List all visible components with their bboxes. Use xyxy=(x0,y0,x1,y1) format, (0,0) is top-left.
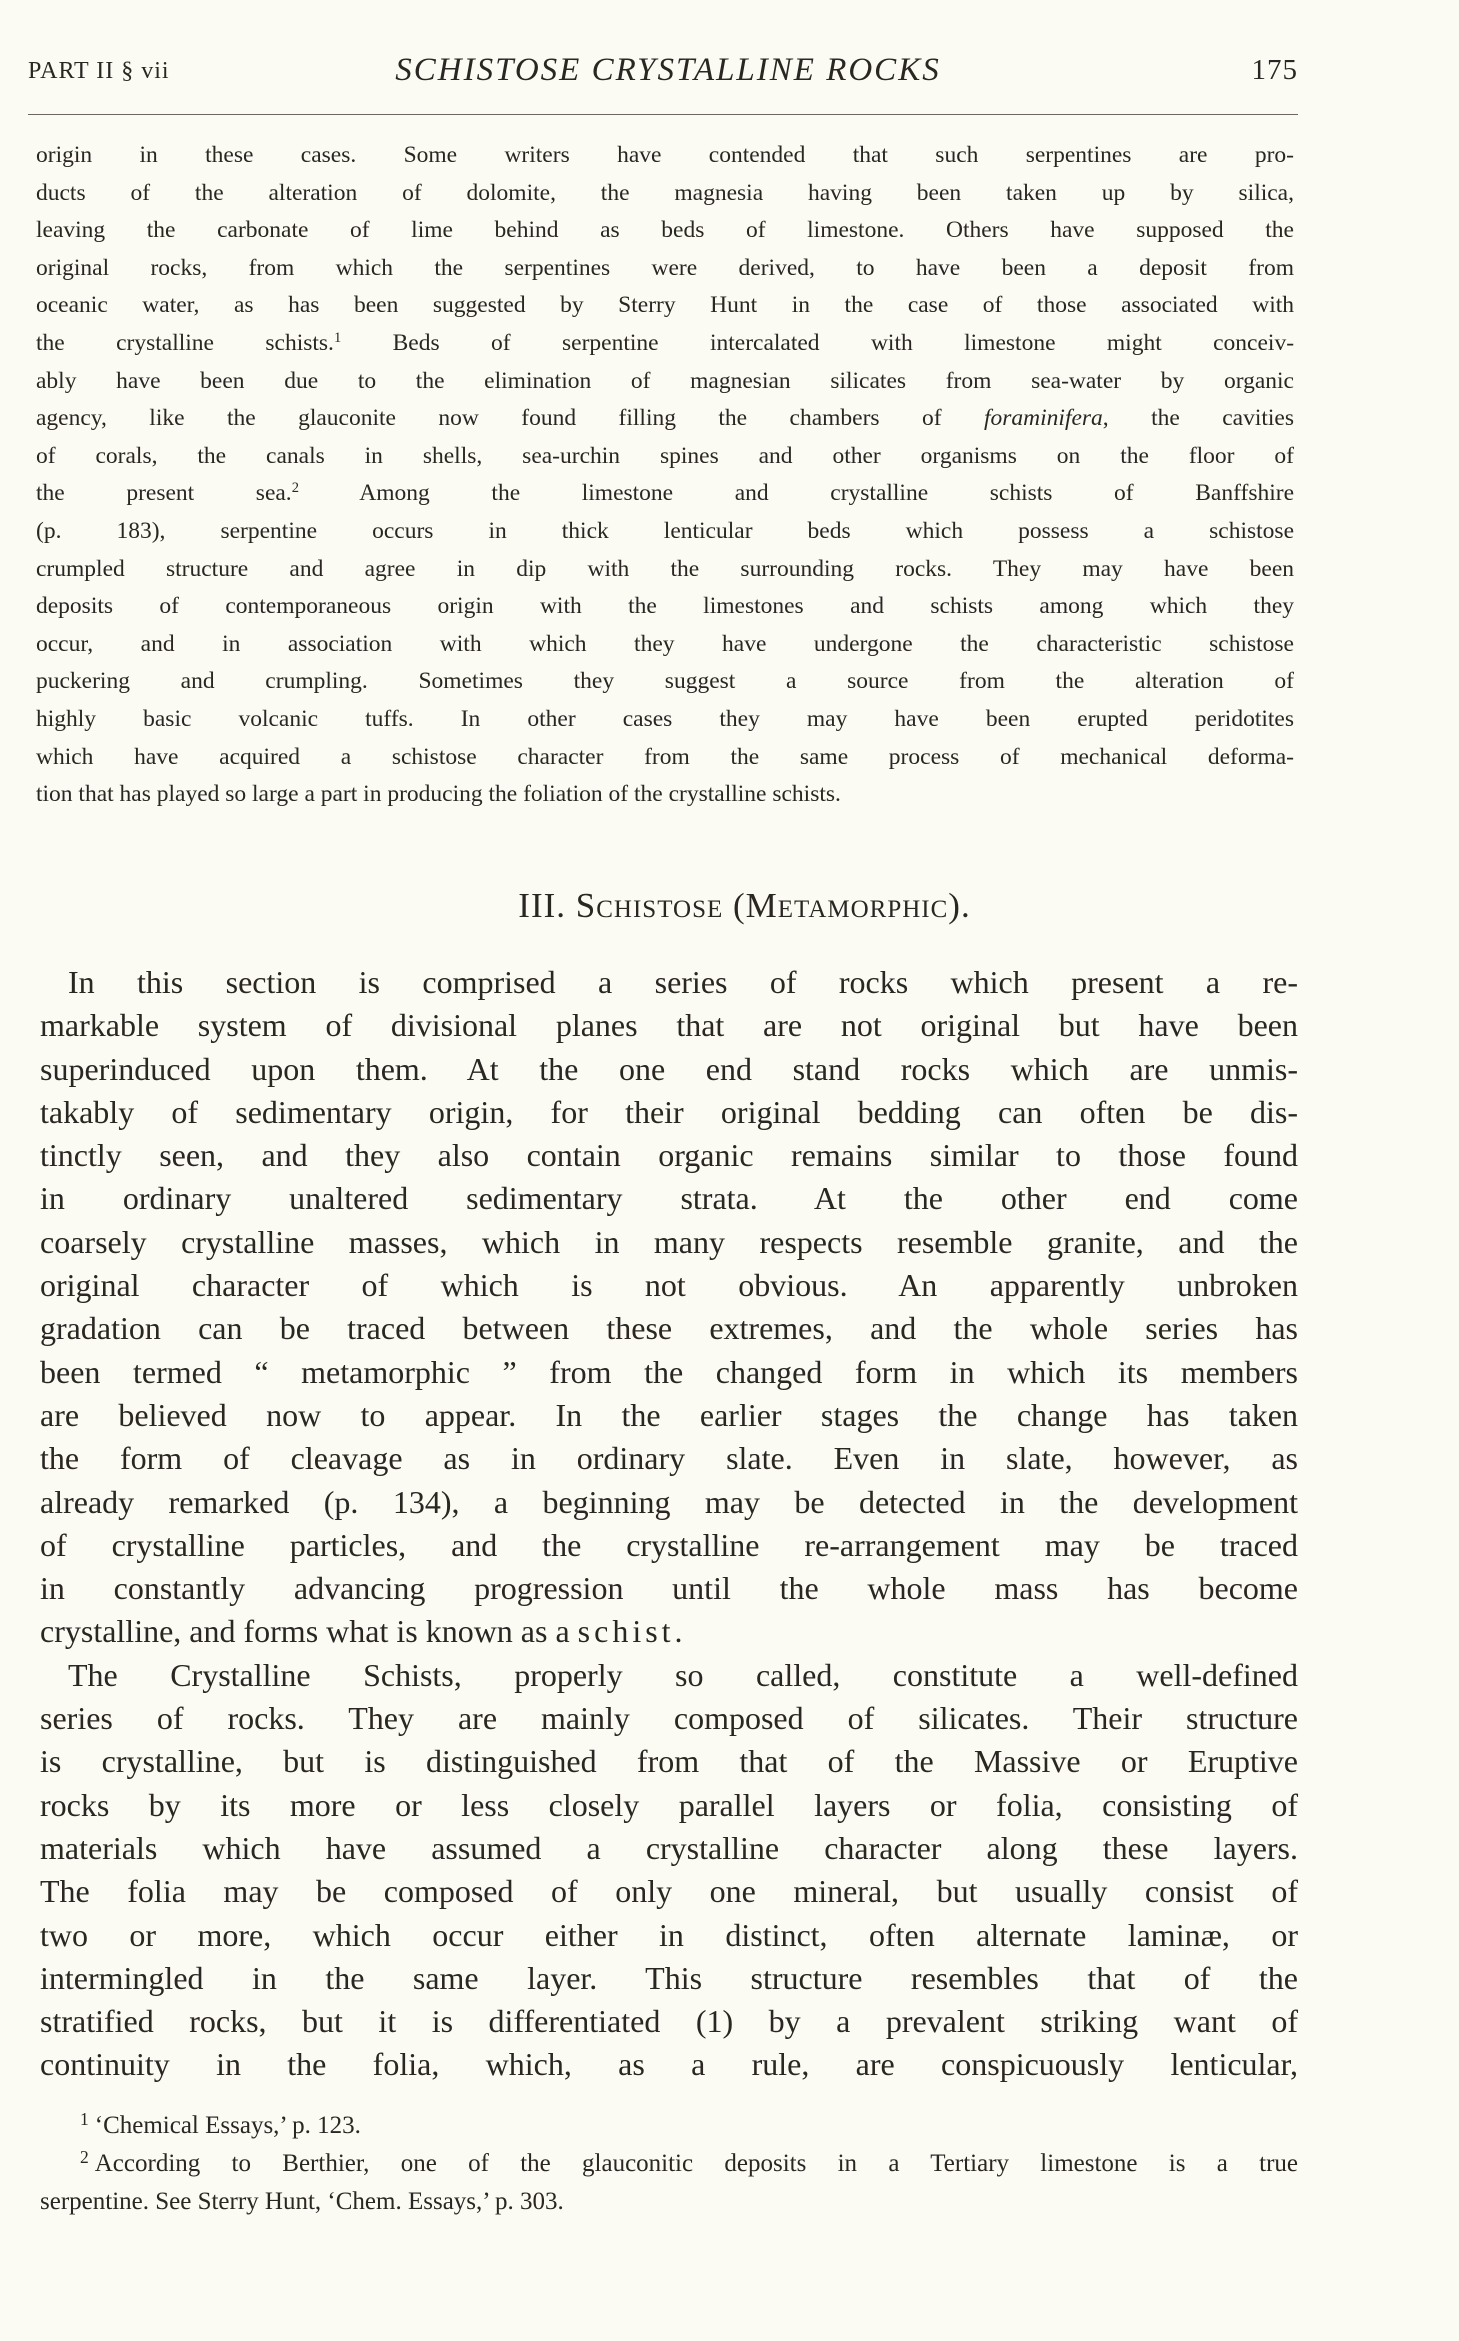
text-line: rocks by its more or less closely parallel layers or folia, consisting of xyxy=(40,1786,1298,1823)
text-line: (p. 183), serpentine occurs in thick lenticular beds which possess a schistose xyxy=(36,517,1294,544)
footnote-ref-2[interactable]: 2 xyxy=(291,480,299,497)
text-fragment: , the cavities xyxy=(1102,405,1294,432)
text-line: which have acquired a schistose character from the same process of mechanical deforma- xyxy=(36,743,1294,770)
text-line: been termed “ metamorphic ” from the changed form in which its members xyxy=(40,1353,1298,1390)
text-line: gradation can be traced between these extremes, and the whole series has xyxy=(40,1310,1298,1347)
text-fragment: crystalline, and forms what is known as a xyxy=(40,1613,570,1650)
footnote-marker: 1 xyxy=(80,2109,89,2130)
text-line: tion that has played so large a part in producing the foliation of the crystalline schists. xyxy=(36,781,841,808)
text-line: puckering and crumpling. Sometimes they suggest a source from the alteration of xyxy=(36,668,1294,695)
text-line: of corals, the canals in shells, sea-urchin spines and other organisms on the floor of xyxy=(36,442,1294,469)
text-line: stratified rocks, but it is differentiated (1) by a prevalent striking want of xyxy=(40,2003,1298,2040)
footnote-text: ‘Chemical Essays,’ p. 123. xyxy=(94,2112,361,2139)
running-title: SCHISTOSE CRYSTALLINE ROCKS xyxy=(395,52,941,88)
text-line xyxy=(36,325,1294,363)
text-line xyxy=(40,1610,1298,1653)
text-line: origin in these cases. Some writers have contended that such serpentines are pro- xyxy=(36,142,1294,168)
continued-paragraph xyxy=(36,137,1294,814)
text-line: takably of sedimentary origin, for their original bedding can often be dis- xyxy=(40,1093,1298,1130)
foraminifera-term: foraminifera xyxy=(983,405,1103,432)
text-fragment: the present sea. xyxy=(36,480,292,507)
text-fragment: Beds of serpentine intercalated with limestone might conceiv- xyxy=(392,329,1295,356)
text-line: is crystalline, but is distinguished from that of the Massive or Eruptive xyxy=(40,1743,1298,1780)
text-line: The folia may be composed of only one mineral, but usually consist of xyxy=(40,1873,1298,1910)
section-heading xyxy=(0,886,1459,926)
footnote-marker: 2 xyxy=(80,2147,89,2168)
text-line: original rocks, from which the serpentines were derived, to have been a deposit from xyxy=(36,254,1294,281)
text-line: original character of which is not obvious. An apparently unbroken xyxy=(40,1267,1298,1304)
text-line: already remarked (p. 134), a beginning may be detected in the development xyxy=(40,1483,1298,1520)
text-line: two or more, which occur either in distinct, often alternate laminæ, or xyxy=(40,1916,1298,1953)
text-line: superinduced upon them. At the one end stand rocks which are unmis- xyxy=(40,1050,1298,1087)
footnote-1 xyxy=(40,2107,1298,2145)
text-line: occur, and in association with which they have undergone the characteristic schistose xyxy=(36,630,1294,657)
text-line: In this section is comprised a series of rocks which present a re- xyxy=(68,964,1298,1000)
text-line: are believed now to appear. In the earlier stages the change has taken xyxy=(40,1396,1298,1433)
schist-term: schist xyxy=(577,1613,675,1650)
section-body xyxy=(40,961,1298,2087)
text-line xyxy=(36,400,1294,438)
text-line: series of rocks. They are mainly composed of silicates. Their structure xyxy=(40,1700,1298,1737)
text-line: crumpled structure and agree in dip with the surrounding rocks. They may have been xyxy=(36,555,1294,582)
text-line: markable system of divisional planes that are not original but have been xyxy=(40,1007,1298,1044)
footnote-2-continued: serpentine. See Sterry Hunt, ‘Chem. Essays,’ p. 303. xyxy=(40,2188,564,2215)
footnote-2 xyxy=(40,2145,1298,2183)
text-fragment: Among the limestone and crystalline schists of Banffshire xyxy=(359,480,1294,507)
section-title: Schistose (Metamorphic). xyxy=(575,886,971,925)
text-line: ducts of the alteration of dolomite, the magnesia having been taken up by silica, xyxy=(36,179,1294,206)
text-fragment: . xyxy=(674,1613,683,1650)
text-line: ably have been due to the elimination of magnesian silicates from sea-water by organic xyxy=(36,367,1294,394)
text-line: materials which have assumed a crystalline character along these layers. xyxy=(40,1829,1298,1866)
running-head xyxy=(28,52,1298,92)
part-section-label: PART II § vii xyxy=(28,58,170,84)
text-line: oceanic water, as has been suggested by Sterry Hunt in the case of those associated with xyxy=(36,292,1294,319)
section-numeral: III. xyxy=(518,886,567,925)
text-line: in constantly advancing progression until the whole mass has become xyxy=(40,1570,1298,1607)
text-line: deposits of contemporaneous origin with the limestones and schists among which they xyxy=(36,593,1294,620)
page-number: 175 xyxy=(1251,54,1298,86)
text-fragment: the crystalline schists. xyxy=(36,329,334,356)
footnote-ref-1[interactable]: 1 xyxy=(333,329,342,346)
text-line: the form of cleavage as in ordinary slate. Even in slate, however, as xyxy=(40,1440,1298,1477)
text-fragment: agency, like the glauconite now found filling the chambers of xyxy=(36,405,942,432)
text-line xyxy=(36,475,1294,513)
text-line: highly basic volcanic tuffs. In other cases they may have been erupted peridotites xyxy=(36,705,1294,732)
text-line: of crystalline particles, and the crystalline re-arrangement may be traced xyxy=(40,1526,1298,1563)
text-line: in ordinary unaltered sedimentary strata. At the other end come xyxy=(40,1180,1298,1217)
header-rule xyxy=(28,114,1298,115)
text-line: continuity in the folia, which, as a rule, are conspicuously lenticular, xyxy=(40,2046,1298,2083)
text-line: tinctly seen, and they also contain organic remains similar to those found xyxy=(40,1137,1298,1174)
text-line: coarsely crystalline masses, which in many respects resemble granite, and the xyxy=(40,1223,1298,1260)
text-line: leaving the carbonate of lime behind as beds of limestone. Others have supposed the xyxy=(36,217,1294,244)
footnote-text: According to Berthier, one of the glauconitic deposits in a Tertiary limestone is a true xyxy=(94,2150,1298,2177)
text-line: intermingled in the same layer. This structure resembles that of the xyxy=(40,1959,1298,1996)
text-line: The Crystalline Schists, properly so called, constitute a well-defined xyxy=(68,1656,1298,1693)
footnotes xyxy=(40,2107,1298,2221)
